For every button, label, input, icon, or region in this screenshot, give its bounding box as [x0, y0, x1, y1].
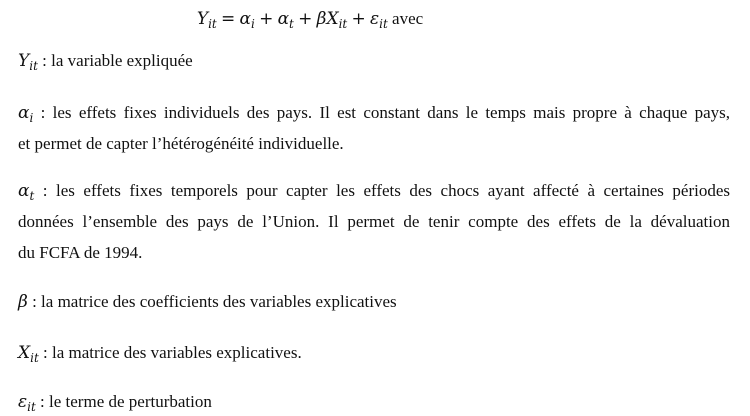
definition-epsilon: [18, 392, 212, 412]
def-alpha-t-line-3-text: du FCFA de 1994.: [18, 243, 143, 262]
def-alpha-t-subscript: t: [29, 189, 35, 203]
model-equation: [0, 9, 620, 29]
eq-plus-1: +: [259, 9, 274, 29]
definition-alpha-i-line-1: [18, 103, 730, 123]
def-y-symbol: Y: [18, 51, 30, 71]
eq-plus-2: +: [298, 9, 313, 29]
def-beta-text: : la matrice des coefficients des variables explicatives: [27, 292, 397, 311]
eq-plus-3: +: [351, 9, 366, 29]
def-alpha-t-line-1-text: : les effets fixes temporels pour capter les effets des chocs ayant affecté à certaines périodes: [34, 181, 730, 200]
eq-epsilon-symbol: ε: [369, 9, 380, 29]
eq-x-subscript: it: [338, 17, 348, 31]
eq-alpha-i-subscript: i: [250, 17, 255, 31]
def-alpha-i-line-1-text: : les effets fixes individuels des pays. Il est constant dans le temps mais propre à chaque pays,: [33, 103, 730, 122]
eq-alpha-t-subscript: t: [289, 17, 294, 31]
def-y-text: : la variable expliquée: [37, 51, 193, 70]
definition-alpha-t-line-1: [18, 181, 730, 201]
definition-beta: [18, 292, 397, 312]
def-alpha-t-line-2-text: données l’ensemble des pays de l’Union. Il permet de tenir compte des effets de la dévaluation: [18, 212, 730, 231]
def-alpha-i-subscript: i: [29, 111, 34, 125]
def-beta-symbol: β: [18, 292, 28, 312]
eq-avec-word: avec: [392, 9, 424, 28]
def-x-text: : la matrice des variables explicatives.: [38, 343, 302, 362]
definition-x: [18, 343, 302, 363]
definition-y: [18, 51, 193, 71]
def-epsilon-text: : le terme de perturbation: [35, 392, 212, 411]
definition-alpha-t-line-2: [18, 212, 730, 232]
def-alpha-t-symbol: α: [18, 181, 30, 201]
definition-alpha-t-line-3: [18, 243, 142, 263]
def-y-subscript: it: [29, 59, 38, 73]
def-x-symbol: X: [18, 343, 31, 363]
def-alpha-i-line-2-text: et permet de capter l’hétérogénéité individuelle.: [18, 134, 344, 153]
eq-y-symbol: Y: [196, 9, 209, 29]
eq-alpha-i-symbol: α: [239, 9, 251, 29]
eq-epsilon-subscript: it: [379, 17, 388, 31]
eq-equals: =: [220, 9, 236, 29]
def-x-subscript: it: [30, 351, 39, 365]
eq-y-subscript: it: [208, 17, 217, 31]
eq-alpha-t-symbol: α: [277, 9, 290, 29]
def-alpha-i-symbol: α: [18, 103, 30, 123]
def-epsilon-symbol: ε: [18, 392, 28, 412]
definition-alpha-i-line-2: [18, 134, 344, 154]
def-epsilon-subscript: it: [27, 400, 36, 414]
eq-beta-symbol: β: [316, 9, 327, 29]
eq-x-symbol: X: [326, 9, 339, 29]
